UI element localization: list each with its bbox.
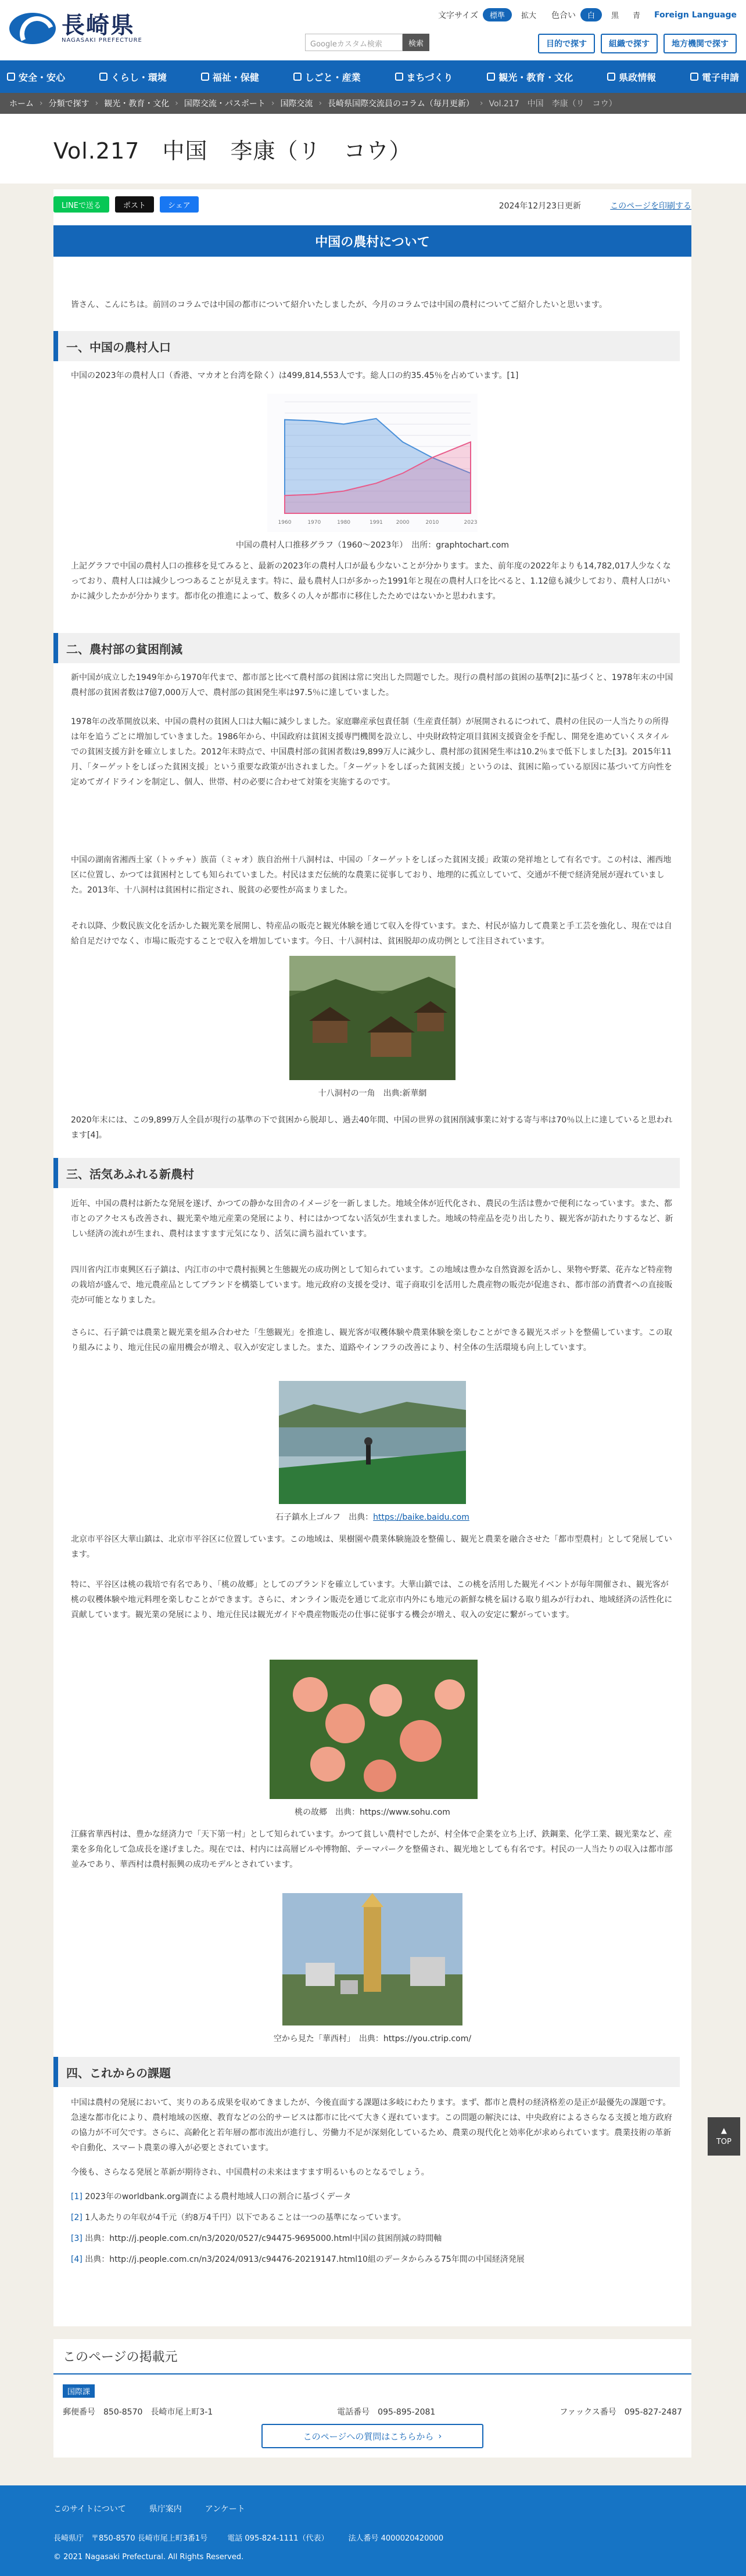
village-photo-caption: 十八洞村の一角 出典:新華網 xyxy=(318,1089,427,1098)
section-3-paragraph-4: 北京市平谷区大華山鎮は、北京市平谷区に位置しています。この地域は、果樹園や農業体験施設を整備し、観光と農業を融合させた「都市型農村」として発展しています。 xyxy=(71,1535,672,1559)
logo-subtitle: NAGASAKI PREFECTURE xyxy=(62,37,142,44)
text-size-large-button[interactable]: 拡大 xyxy=(521,12,536,20)
crumb-tourism[interactable]: 観光・教育・文化 xyxy=(104,99,170,109)
inquiry-button[interactable]: このページへの質問はこちらから › xyxy=(261,2424,483,2448)
color-white-button[interactable]: 白 xyxy=(580,8,602,21)
nav-life[interactable]: くらし・環境 xyxy=(99,70,167,84)
golf-photo xyxy=(279,1381,466,1504)
prefecture-emblem-icon xyxy=(9,13,56,44)
footnote-1: [1] 2023年のworldbank.org調査による農村地域人口の割合に基づくデータ xyxy=(71,2192,352,2201)
section-4-paragraph-2: 今後も、さらなる発展と革新が期待され、中国農村の未来はますます明るいものとなるでしょう。 xyxy=(71,2168,429,2177)
text-size-label: 文字サイズ xyxy=(438,10,478,20)
site-header xyxy=(0,0,746,60)
site-search xyxy=(305,34,429,51)
site-logo[interactable] xyxy=(9,13,142,44)
section-2-paragraph-2: 1978年の改革開放以来、中国の農村の貧困人口は大幅に減少しました。家庭聯産承包責任制（生産責任制）が展開されるにつれて、農村の住民の一人当たりの所得は年を追うごとに増加していきました。1986年から、中国政府は貧困支援専門機関を設立し、中央財政特定項目貧困支援資金を手配し、開発を進めていくスタイルでの貧困支援方針を確立しました。2012年末時点で、中国農村部の貧困者数は9,899万人に減少し、農村部の貧困発生率は10.2％まで低下しました[3]。2015年11月、「ターゲットをしぼった貧困支援」という重要な政策が出されました。「ターゲットをしぼった貧困支援」というのは、貧困に陥っている原因に基づいて方向性を定めてガイドラインを制定し、個人、世帯、村の必要に合わせて対策を実施するのです。 xyxy=(71,717,672,787)
search-by-purpose-button[interactable]: 目的で探す xyxy=(538,34,595,53)
x-post-button[interactable]: ポスト xyxy=(115,196,154,213)
footer-phone: 電話 095-824-1111（代表） xyxy=(227,2534,329,2543)
footnote-3-anchor[interactable]: [3] xyxy=(71,2234,83,2243)
caret-up-icon: ▲ xyxy=(721,2127,727,2135)
global-nav xyxy=(0,60,746,93)
section-1-paragraph-1: 中国の2023年の農村人口（香港、マカオと台湾を除く）は499,814,553人です。総人口の約35.45％を占めています。[1] xyxy=(71,371,519,380)
article xyxy=(53,189,691,2326)
crumb-intl[interactable]: 国際交流 xyxy=(280,99,313,109)
section-4-paragraph-1: 中国は農村の発展において、実りのある成果を収めてきましたが、今後直面する課題は多岐にわたります。まず、都市と農村の経済格差の是正が最優先の課題です。急速な都市化により、農村地域の医療、教育などの公的サービスは都市に比べて大きく遅れています。この問題の解決には、中央政府によるさらなる支援と地方政府の協力が不可欠です。さらに、高齢化と若年層の都市流出が進行し、労働力不足が深刻化しているため、農業の現代化と効率化が求められています。農業技術の革新や自動化、スマート農業の導入が必要とされています。 xyxy=(71,2098,672,2153)
chart-caption: 中国の農村人口推移グラフ（1960〜2023年） 出所：graphtochart.com xyxy=(235,541,510,550)
foreign-language-link[interactable]: Foreign Language xyxy=(654,10,737,20)
updated-date: 2024年12月23日更新 xyxy=(498,202,581,211)
article-banner: 中国の農村について xyxy=(53,225,691,257)
section-3-paragraph-3: さらに、石子鎮では農業と観光業を組み合わせた「生態観光」を推進し、観光客が収穫体験や農業体験を楽しむことができる観光スポットを整備しています。この取り組みにより、地元住民の雇用機会が増え、収入が安定しました。また、道路やインフラの改善により、村全体の生活環境も向上しています。 xyxy=(71,1328,672,1352)
chevron-right-icon: › xyxy=(438,2431,442,2441)
department-badge[interactable]: 国際課 xyxy=(63,2384,95,2398)
crumb-column[interactable]: 長崎県国際交流員のコラム（毎月更新） xyxy=(328,99,474,109)
copyright: © 2021 Nagasaki Prefectural. All Rights Reserved. xyxy=(53,2553,244,2561)
share-buttons xyxy=(53,196,199,213)
search-by-organization-button[interactable]: 組織で探す xyxy=(601,34,658,53)
footnote-1-anchor[interactable]: [1] xyxy=(71,2192,83,2201)
text-size-standard-button[interactable]: 標準 xyxy=(483,8,512,21)
site-footer xyxy=(0,2485,746,2576)
section-1-paragraph-2: 上記グラフで中国の農村人口の推移を見てみると、最新の2023年の農村人口が最も少ないことが分かります。また、前年度の2022年よりも14,782,017人少なくなっており、農村人口は減少しつつあることが見えます。特に、最も農村人口が多かった1991年と現在の農村人口を比べると、1.12億も減少しており、農村人口がいかに減少したかが分かります。都市化の推進によって、数多くの人々が都市に移住したためではないかと思われます。 xyxy=(71,562,671,601)
golf-source-link[interactable]: https://baike.baidu.com xyxy=(373,1513,469,1522)
intro-text: 皆さん、こんにちは。前回のコラムでは中国の都市について紹介いたしましたが、今月のコラムでは中国の農村についてご紹介したいと思います。 xyxy=(71,300,607,310)
color-label: 色合い xyxy=(551,10,576,20)
peach-photo xyxy=(270,1660,478,1799)
footnote-4: [4] 出典：http://j.people.com.cn/n3/2024/0913/c94476-20219147.html10組のデータからみる75年間の中国経済発展 xyxy=(71,2255,525,2264)
shield-icon xyxy=(7,73,15,81)
footnote-2-anchor[interactable]: [2] xyxy=(71,2213,83,2222)
page-owner-box xyxy=(53,2339,691,2458)
logo-title: 長崎県 xyxy=(62,12,135,39)
line-share-button[interactable]: LINEで送る xyxy=(53,196,109,213)
huaxi-caption: 空から見た「華西村」 出典：https://you.ctrip.com/ xyxy=(273,2034,472,2043)
section-2-paragraph-4: それ以降、少数民族文化を活かした観光業を展開し、特産品の販売と観光体験を通じて収入を得ています。また、村民が協力して農業と手工芸を強化し、現在では自給自足だけでなく、市場に販売することで収入を増加しています。今日、十八洞村は、貧困脱却の成功例として注目されています。 xyxy=(71,922,672,946)
section-3-paragraph-2: 四川省内江市東興区石子鎮は、内江市の中で農村振興と生態観光の成功例として知られています。この地域は豊かな自然資源を活かし、果物や野菜、花卉など特産物の栽培が盛んで、地元農産品としてブランドを構築しています。地元政府の支援を受け、電子商取引を活用した農産物の販売が促進され、都市部の消費者への直接販売が可能となりました。 xyxy=(71,1265,673,1305)
color-blue-button[interactable]: 青 xyxy=(633,12,641,20)
nav-tourism[interactable]: 観光・教育・文化 xyxy=(487,70,573,84)
footnote-4-anchor[interactable]: [4] xyxy=(71,2255,83,2264)
page-title: Vol.217 中国 李康（リ コウ） xyxy=(0,114,746,184)
footer-corp-number: 法人番号 4000020420000 xyxy=(348,2534,444,2543)
back-to-top-button[interactable]: ▲ TOP xyxy=(708,2117,740,2156)
footnote-2: [2] 1人あたりの年収が4千元（約8万4千円）以下であることは一つの基準になっています。 xyxy=(71,2213,406,2222)
golf-caption: 石子鎮水上ゴルフ 出典：https://baike.baidu.com xyxy=(275,1513,469,1522)
quick-links xyxy=(538,34,737,53)
nav-safety[interactable]: 安全・安心 xyxy=(7,70,65,84)
fax-number: ファックス番号 095-827-2487 xyxy=(560,2408,682,2417)
facebook-share-button[interactable]: シェア xyxy=(160,196,199,213)
chart-x-tick: 2010 xyxy=(425,520,439,526)
chart-x-tick: 1980 xyxy=(337,520,351,526)
footer-address: 長崎県庁 〒850-8570 長崎市尾上町3番1号 xyxy=(53,2534,208,2543)
building-icon xyxy=(395,73,403,81)
crumb-intl-passport[interactable]: 国際交流・パスポート xyxy=(184,99,266,109)
section-2-paragraph-1: 新中国が成立した1949年から1970年代まで、都市部と比べて農村部の貧困は常に突出した問題でした。現行の農村部の貧困の基準[2]に基づくと、1978年末の中国農村部の貧困者数は7億7,000万人で、農村部の貧困発生率は97.5％に達していました。 xyxy=(71,673,673,697)
camera-icon xyxy=(487,73,495,81)
section-3-paragraph-5: 特に、平谷区は桃の栽培で有名であり、「桃の故郷」としてのブランドを確立しています。大華山鎮では、この桃を活用した観光イベントが毎年開催され、観光客が桃の収穫体験や地元料理を楽しむことができます。さらに、オンライン販売を通じて北京市内外にも地元の新鮮な桃を届ける取り組みが行われ、地域経済の活性化に貢献しています。観光業の発展により、地元住民は観光ガイドや農産物販売の仕事に従事する機会が増え、収入の安定に繋がっています。 xyxy=(71,1580,673,1620)
search-button[interactable]: 検索 xyxy=(403,34,429,51)
color-black-button[interactable]: 黒 xyxy=(611,12,619,20)
section-2-heading: 二、農村部の貧困削減 xyxy=(53,633,680,663)
search-regional-office-button[interactable]: 地方機関で探す xyxy=(663,34,737,53)
nav-work[interactable]: しごと・産業 xyxy=(293,70,361,84)
search-input[interactable]: Googleカスタム検索 xyxy=(305,34,403,51)
briefcase-icon xyxy=(293,73,302,81)
village-photo xyxy=(289,956,456,1080)
heart-icon xyxy=(201,73,209,81)
section-3-paragraph-1: 近年、中国の農村は新たな発展を遂げ、かつての静かな田舎のイメージを一新しました。地域全体が近代化され、農民の生活は豊かで便利になっています。また、都市とのアクセスも改善され、観光業や地元産業の発展により、村にはかつてない活気が生まれました。地域の特産品を売り出したり、観光客が訪れたりするなど、新しい経済の流れが生まれ、農村はますます元気になり、活気に満ち溢れています。 xyxy=(71,1199,673,1239)
section-2-paragraph-5: 2020年末には、この9,899万人全員が現行の基準の下で貧困から脱却し、過去40年間、中国の世界の貧困削減事業に対する寄与率は70％以上に達していると思われます[4]。 xyxy=(71,1116,673,1140)
phone-number: 電話番号 095-895-2081 xyxy=(337,2408,436,2417)
nav-e-application[interactable]: 電子申請 xyxy=(690,70,739,84)
postal-address: 郵便番号 850-8570 長崎市尾上町3-1 xyxy=(63,2408,213,2417)
chart-x-tick: 1970 xyxy=(307,520,321,526)
chart-x-tick: 2023 xyxy=(464,520,478,526)
page-owner-info xyxy=(63,2384,682,2417)
peach-caption: 桃の故郷 出典：https://www.sohu.com xyxy=(295,1808,450,1817)
section-4-heading: 四、これからの課題 xyxy=(53,2057,680,2087)
nav-town[interactable]: まちづくり xyxy=(395,70,453,84)
document-icon xyxy=(607,73,615,81)
footer-about-link[interactable]: このサイトについて xyxy=(53,2505,126,2514)
house-icon xyxy=(99,73,107,81)
chart-x-tick: 2000 xyxy=(396,520,410,526)
crumb-home[interactable]: ホーム xyxy=(9,99,34,109)
breadcrumb: ホーム › 分類で探す › 観光・教育・文化 › 国際交流・パスポート › 国際交流 › 長崎県国際交流員のコラム（毎月更新） › Vol.217 中国 李康（リ コウ） xyxy=(0,93,746,114)
nav-welfare[interactable]: 福祉・保健 xyxy=(201,70,259,84)
crumb-category[interactable]: 分類で探す xyxy=(48,99,89,109)
chart-x-tick: 1991 xyxy=(370,520,383,526)
page-owner-title: このページの掲載元 xyxy=(53,2339,691,2374)
header-tools xyxy=(438,8,737,21)
section-1-heading: 一、中国の農村人口 xyxy=(53,331,680,361)
huaxi-village-photo xyxy=(282,1893,462,2025)
rural-population-chart xyxy=(267,394,478,532)
footer-survey-link[interactable]: アンケート xyxy=(205,2505,245,2514)
footnote-3: [3] 出典：http://j.people.com.cn/n3/2020/0527/c94475-9695000.html中国の貧困削減の時間軸 xyxy=(71,2234,442,2243)
section-3-paragraph-6: 江蘇省華西村は、豊かな経済力で「天下第一村」として知られています。かつて貧しい農村でしたが、村全体で企業を立ち上げ、鉄鋼業、化学工業、観光業など、産業を多角化して急成長を遂げました。現在では、村内には高層ビルや博物館、テーマパークを整備され、観光地としても有名です。村民の一人当たりの収入は都市部並みであり、華西村は農村振興の成功モデルとされています。 xyxy=(71,1830,673,1869)
section-3-heading: 三、活気あふれる新農村 xyxy=(53,1158,680,1188)
section-2-paragraph-3: 中国の湖南省湘西土家（トゥチャ）族苗（ミャオ）族自治州十八洞村は、中国の「ターゲットをしぼった貧困支援」政策の発祥地として有名です。この村は、湘西地区に位置し、かつては貧困村としても知られていました。村民はまだ伝統的な農業に従事しており、地理的に孤立していて、交通が不便で経済発展が遅れていました。2013年、十八洞村は貧困村に指定され、脱貧の必要性が高まりました。 xyxy=(71,855,672,895)
crumb-current: Vol.217 中国 李康（リ コウ） xyxy=(489,99,617,109)
print-link[interactable]: このページを印刷する xyxy=(610,202,691,211)
pc-icon xyxy=(690,73,698,81)
chart-x-tick: 1960 xyxy=(278,520,292,526)
nav-prefgov[interactable]: 県政情報 xyxy=(607,70,656,84)
footer-office-guide-link[interactable]: 県庁案内 xyxy=(149,2505,182,2514)
